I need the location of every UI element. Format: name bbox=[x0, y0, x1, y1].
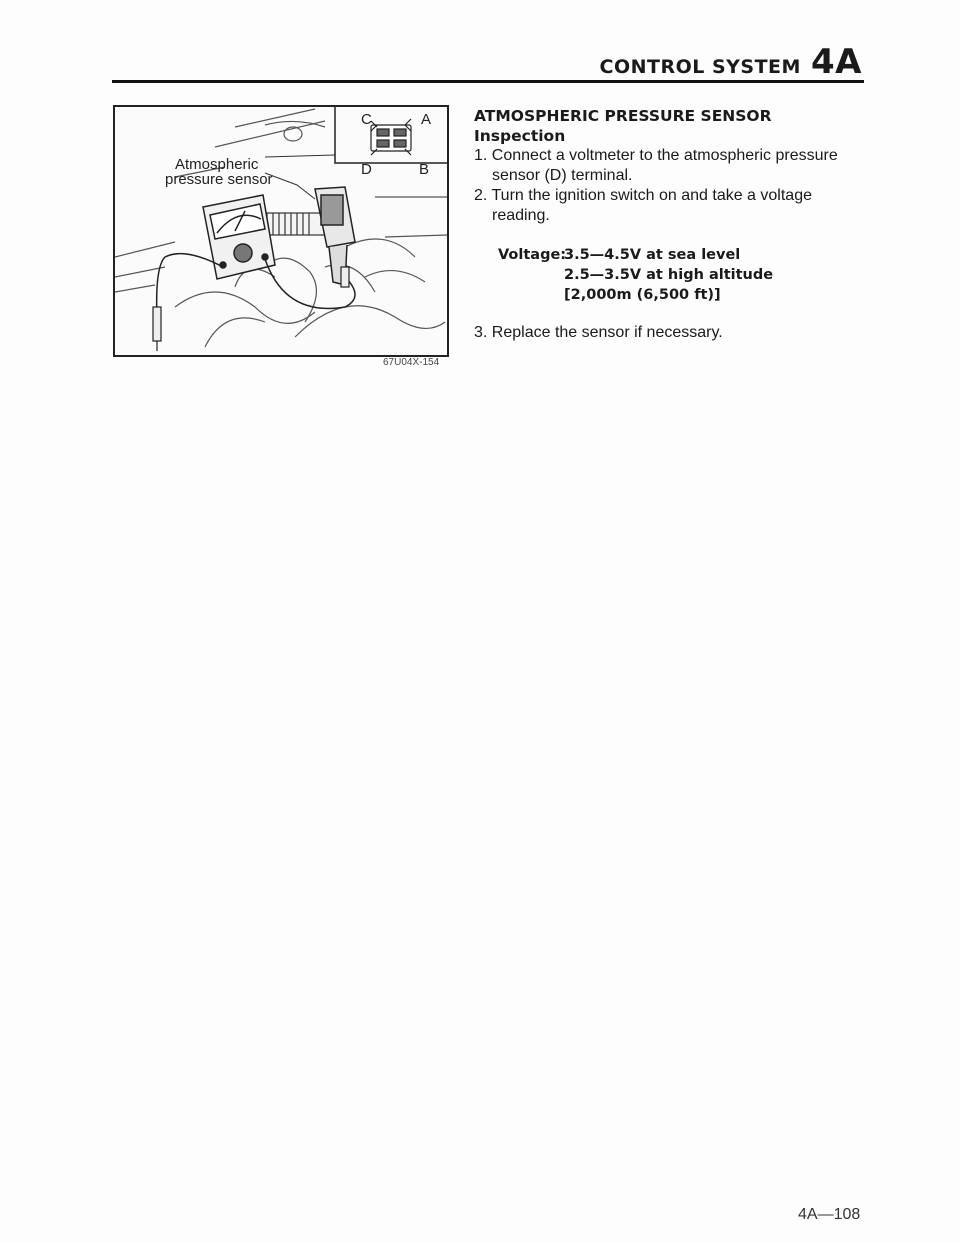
section-subtitle: Inspection bbox=[474, 127, 566, 145]
spec-line-3: [2,000m (6,500 ft)] bbox=[564, 287, 721, 303]
figure-code: 67U04X-154 bbox=[383, 357, 440, 368]
header-section-code: 4A bbox=[811, 42, 862, 82]
section-title: ATMOSPHERIC PRESSURE SENSOR bbox=[474, 107, 772, 125]
sensor-illustration bbox=[113, 105, 449, 357]
page-number: 4A—108 bbox=[798, 1206, 861, 1223]
terminal-label-c: C bbox=[361, 111, 372, 128]
figure-label-line2: pressure sensor bbox=[165, 171, 273, 188]
terminal-label-a: A bbox=[421, 111, 432, 128]
illustration-drawing bbox=[115, 107, 447, 355]
header-title: CONTROL SYSTEM bbox=[599, 56, 801, 78]
content-column bbox=[474, 106, 864, 343]
spec-line-2: 2.5—3.5V at high altitude bbox=[564, 267, 774, 283]
step-2: 2. Turn the ignition switch on and take a voltage reading. bbox=[474, 187, 812, 224]
figure-label-line1: Atmospheric bbox=[175, 156, 259, 173]
terminal-label-d: D bbox=[361, 161, 372, 178]
page-header bbox=[112, 42, 864, 83]
step-3: 3. Replace the sensor if necessary. bbox=[474, 324, 723, 341]
voltage-spec bbox=[498, 245, 864, 305]
spec-line-1: 3.5—4.5V at sea level bbox=[564, 247, 741, 263]
terminal-label-b: B bbox=[419, 161, 430, 178]
step-1: 1. Connect a voltmeter to the atmospheric pressure sensor (D) terminal. bbox=[474, 147, 838, 184]
spec-label: Voltage: bbox=[498, 247, 567, 263]
header-text bbox=[599, 42, 863, 82]
